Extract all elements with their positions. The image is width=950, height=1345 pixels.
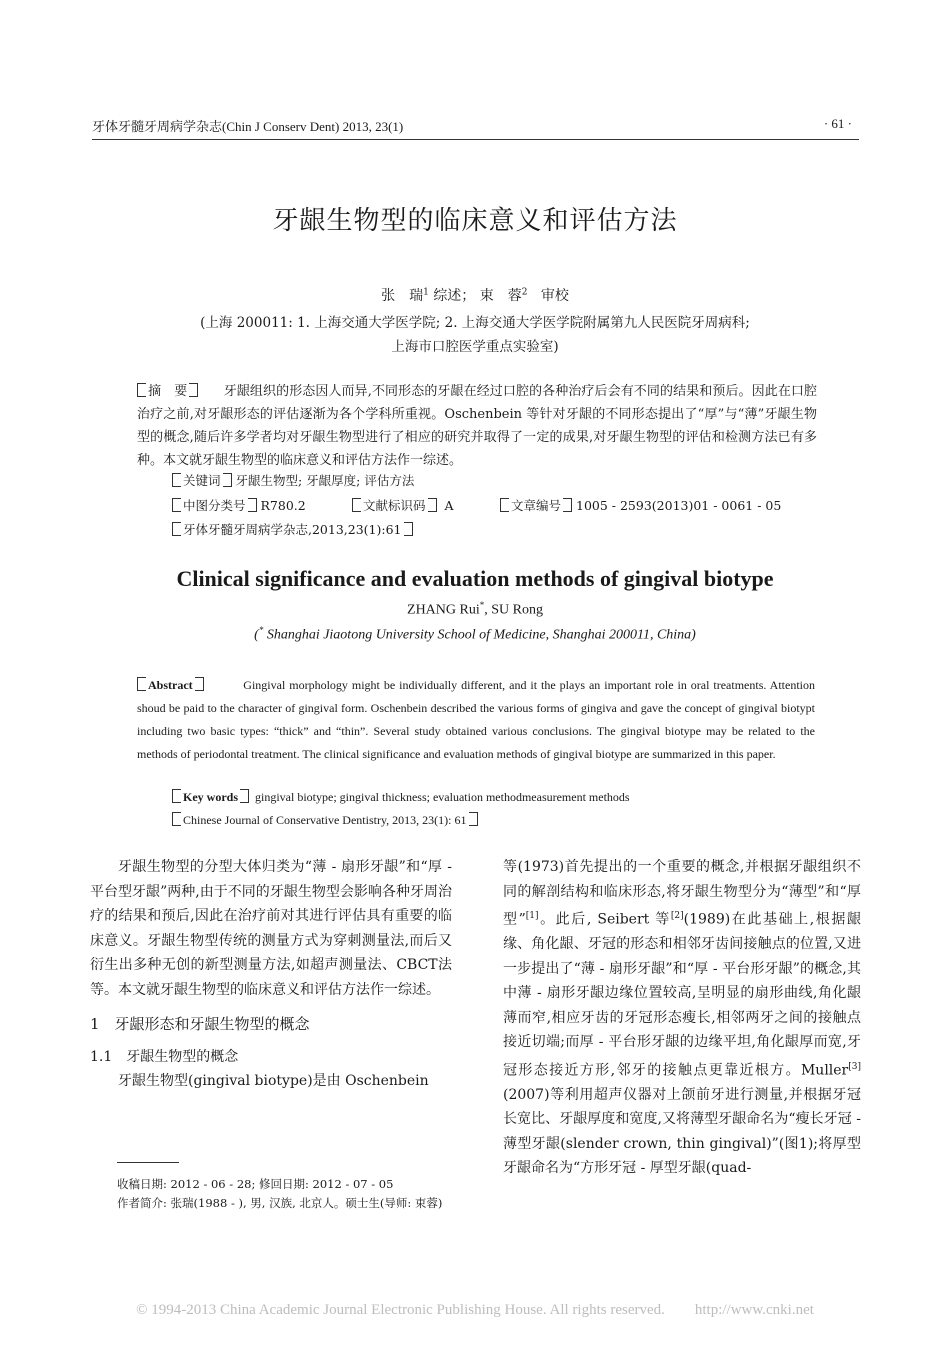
title-en: Clinical significance and evaluation methods of gingival biotype — [176, 566, 774, 591]
keywords-en-text: gingival biotype; gingival thickness; evaluation methodmeasurement methods — [255, 790, 630, 804]
reference-2[interactable]: [2] — [670, 911, 684, 921]
title-cn: 牙龈生物型的临床意义和评估方法 — [272, 206, 678, 236]
keywords-cn — [172, 471, 414, 489]
body-left-column — [90, 855, 452, 1094]
page-number: · 61 · — [823, 116, 852, 131]
section-heading-1: 1 牙龈形态和牙龈生物型的概念 — [90, 1015, 310, 1033]
authors-en — [0, 600, 950, 619]
body-right-column — [503, 855, 861, 1181]
citation-en — [172, 812, 478, 828]
footnote-author-info: 作者简介: 张瑞(1988 - ), 男, 汉族, 北京人。硕士生(导师: 束蓉) — [117, 1196, 443, 1210]
author-1-role: 综述； — [433, 288, 476, 304]
body-paragraph-2: 牙龈生物型(gingival biotype)是由 Oschenbein — [118, 1073, 429, 1089]
subsection-heading-1-1: 1.1 牙龈生物型的概念 — [90, 1048, 239, 1065]
affiliation-line-2: 上海市口腔医学重点实验室) — [391, 339, 559, 355]
authors-en-sup: * — [479, 600, 485, 610]
author-2-role: 审校 — [540, 288, 569, 304]
citation-cn — [172, 520, 413, 538]
body-right-part-1: 等(1973)首先提出的一个重要的概念,并根据牙龈组织不同的解剖结构和临床形态,将牙龈生物型分为“薄型”和“厚型” — [503, 859, 861, 928]
author-1-sup: 1 — [423, 287, 429, 298]
body-paragraph-1: 牙龈生物型的分型大体归类为“薄 - 扇形牙龈”和“厚 - 平台型牙龈”两种,由于不同的牙龈生物型会影响各种牙周治疗的结果和预后,因此在治疗前对其进行评估具有重要的临床意义。牙龈生物型传统的测量方式为穿刺测量法,而后又衍生出多种无创的新型测量方法,如超声测量法、CBCT法等。本文就牙龈生物型的临床意义和评估方法作一综述。 — [90, 859, 452, 998]
header-rule — [92, 139, 859, 140]
reference-3[interactable]: [3] — [848, 1061, 861, 1072]
running-head: 牙体牙髓牙周病学杂志(Chin J Conserv Dent) 2013, 23(1) — [92, 119, 404, 134]
abstract-en — [137, 674, 815, 766]
reference-1[interactable]: [1] — [525, 911, 539, 921]
classification — [172, 496, 812, 514]
authors-cn — [0, 285, 950, 305]
abstract-cn — [137, 380, 817, 472]
doc-value: A — [444, 498, 454, 513]
author-1: 张 瑞 — [381, 288, 424, 304]
affiliation-cn — [0, 311, 950, 359]
footnote-rule — [117, 1162, 179, 1163]
authors-en-text: ZHANG Rui — [407, 602, 480, 618]
abstract-cn-text: 牙龈组织的形态因人而异,不同形态的牙龈在经过口腔的各种治疗后会有不同的结果和预后。因此在口腔治疗之前,对牙龈形态的评估逐渐为各个学科所重视。Oschenbein 等针对牙龈的不同形态提出了“厚”与“薄”牙龈生物型的概念,随后许多学者均对牙龈生物型进行了相应的研究并取得了一定的成果,对牙龈生物型的评估和检测方法已有多种。本文就牙龈生物型的临床意义和评估方法作一综述。 — [137, 384, 817, 468]
keywords-en — [172, 789, 630, 805]
keywords-cn-label: 关键词 — [183, 473, 221, 488]
footnote — [117, 1175, 457, 1213]
affiliation-en: (* Shanghai Jiaotong University School of Medicine, Shanghai 200011, China) — [254, 625, 696, 643]
body-right-part-3: (1989)在此基础上,根据龈缘、角化龈、牙冠的形态和相邻牙齿间接触点的位置,又进一步提出了“薄 - 扇形牙龈”和“厚 - 平台形牙龈”的概念,其中薄 - 扇形牙龈边缘位置较高,呈明显的扇形曲线,角化龈薄而窄,相应牙齿的牙冠形态瘦长,相邻两牙之间的接触点接近切端;而厚 - 平台形牙龈的边缘平坦,角化龈厚而宽,牙冠形态接近方形,邻牙的接触点更靠近根方。Muller — [503, 911, 861, 1079]
abstract-cn-label: 摘 要 — [148, 384, 188, 399]
body-right-part-2: 。此后, Seibert 等 — [538, 911, 671, 928]
abstract-en-label: Abstract — [148, 678, 193, 692]
copyright-watermark: © 1994-2013 China Academic Journal Electronic Publishing House. All rights reserved. http://www.cnki.net — [136, 1302, 814, 1318]
author-2-sup: 2 — [521, 287, 528, 298]
clc-value: R780.2 — [260, 498, 306, 513]
citation-cn-text: 牙体牙髓牙周病学杂志,2013,23(1):61 — [183, 522, 402, 537]
citation-en-text: Chinese Journal of Conservative Dentistry, 2013, 23(1): 61 — [183, 813, 467, 827]
body-right-part-4: (2007)等利用超声仪器对上颌前牙进行测量,并根据牙冠长宽比、牙龈厚度和宽度,又将薄型牙龈命名为“瘦长牙冠 - 薄型牙龈(slender crown, thin gingival)”(图1);将厚型牙龈命名为“方形牙冠 - 厚型牙龈(quad- — [503, 1086, 861, 1177]
footnote-received: 收稿日期: 2012 - 06 - 28; 修回日期: 2012 - 07 - 05 — [117, 1177, 394, 1191]
authors-en-rest: , SU Rong — [484, 602, 543, 618]
keywords-cn-text: 牙龈生物型; 牙龈厚度; 评估方法 — [235, 473, 415, 488]
affiliation-en-text: Shanghai Jiaotong University School of Medicine, Shanghai 200011, China — [266, 627, 692, 643]
author-2: 束 蓉 — [479, 288, 522, 304]
affiliation-line-1: (上海 200011: 1. 上海交通大学医学院; 2. 上海交通大学医学院附属第九人民医院牙周病科; — [200, 315, 750, 331]
affiliation-en-sup: * — [258, 625, 264, 635]
abstract-en-text: Gingival morphology might be individually different, and it the plays an important role in oral treatments. Attention shoud be paid to the character of gingival form. Oschenbein described the various forms of gingiva and gave the concept of gingival biotypt including two basic types: “thick” and “thin”. Several study obtained various conclusions. The gingival biotype may be related to the methods of periodontal treatment. The clinical significance and evaluation methods of gingival biotype are summarized in this paper. — [137, 678, 816, 761]
clc-label: 中图分类号 — [183, 498, 246, 513]
article-label: 文章编号 — [511, 498, 562, 513]
keywords-en-label: Key words — [183, 790, 238, 804]
doc-label: 文献标识码 — [363, 498, 426, 513]
article-value: 1005 - 2593(2013)01 - 0061 - 05 — [576, 498, 782, 513]
